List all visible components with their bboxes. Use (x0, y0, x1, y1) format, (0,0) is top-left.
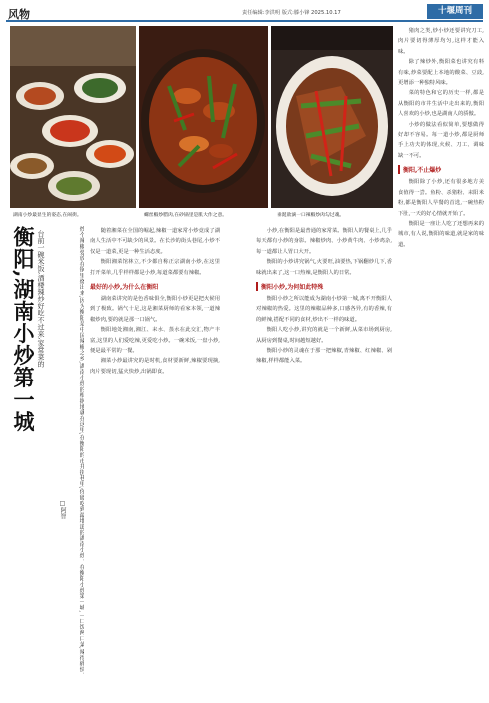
photo-caption-3: 垂涎欲滴一口辣椒炒肉勾过魂。 (277, 213, 345, 218)
body-paragraph: 衡阳地处湘南,湘江、耒水、蒸水在此交汇,物产丰富,这里的人们爱吃辣,更爱吃小炒。一碗米饭,一盘小炒,便是最平常的一餐。 (90, 327, 220, 355)
body-paragraph: 湖南菜讲究的是色香味俱全,衡阳小炒更是把火候用到了极致。锅气十足,这是湘菜厨师的看家本领,一道辣椒炒肉,要的就是那一口锅气。 (90, 296, 220, 323)
body-paragraph: 衡阳湘菜馆林立,不少都自称正宗湖南小炒,在这里打开菜单,几乎样样都是小炒,每道菜都要有辣椒。 (90, 259, 220, 276)
body-paragraph: 除了辣炒外,衡阳菜也讲究有料有味,炒菜要配上本地的酸菜、豆豉,更增添一种独特风味。 (398, 59, 484, 87)
body-paragraph: 衡阳小炒的灵魂在于那一把辣椒,青辣椒、红辣椒、剁辣椒,样样都能入菜。 (256, 348, 392, 365)
body-paragraph: 衡阳的小炒讲究锅气,火要旺,油要热,下锅翻炒几下,香味就出来了,这一口热辣,是衡阳人的日常。 (256, 259, 392, 276)
article-lead: 炒个辣椒要放在锅里烧出来,因为衡阳是中国辣椒之乡,湖南小炒的根据地就在这里,在衡阳的市井街巷里,你能吃到最地道的湖南小炒。在衡阳小炒第一城,一口饭两口菜,辣得痛快。 (78, 226, 84, 678)
stir-fry-pot-photo (139, 26, 268, 208)
section-name: 风物 (8, 8, 30, 21)
article-author: □阿智 (59, 500, 66, 519)
chili-pork-dish-photo (271, 26, 393, 208)
photo-caption-1: 湖南小炒最显生的姿态,在闹街。 (13, 213, 82, 218)
body-paragraph: 衡阳除了小炒,还有很多地方美食值得一尝。鱼粉、杀猪粉、耒阳米粉,都是衡阳人早餐的首选,一碗热粉下肚,一天的好心情就开始了。 (398, 179, 484, 217)
body-paragraph: 衡阳是一座让人吃了还想再来的城市,有人说,衡阳的味道,就是家的味道。 (398, 220, 484, 248)
body-paragraph: 湘菜小炒最讲究的是时机,食材要新鲜,辣椒要现摘,肉片要现切,猛火快炒,出锅即食。 (90, 358, 220, 375)
body-paragraph: 小炒的做法看似简单,要想做得好却不容易。每一道小炒,都是厨师手上功夫的体现,火候、刀工、调味缺一不可。 (398, 121, 484, 159)
restaurant-table-photo (10, 26, 136, 208)
body-paragraph: 小炒,在衡阳是最普通的家常菜。衡阳人的餐桌上,几乎每天都有小炒的身影。辣椒炒肉、小炒黄牛肉、小炒鸡杂,每一道都让人胃口大开。 (256, 228, 392, 255)
section-heading-3: 衡阳,不止爆炒 (398, 165, 484, 174)
newspaper-badge: 十堰周刊 (427, 4, 483, 19)
editor-meta: 责任编辑:李洪明 版式:滕小锋 2025.10.17 (242, 10, 341, 16)
section-heading-2: 衡阳小炒,为何如此特殊 (256, 282, 392, 291)
article-subtitle: 台前一碗米饭,酒楼辣炒好吃不过来,家常菜的 (37, 230, 45, 368)
body-paragraph: 衡阳小炒之所以能成为湖南小炒第一城,离不开衡阳人对辣椒的热爱。这里的辣椒品种多,口感各异,有的香辣,有的鲜辣,搭配不同的食材,炒出不一样的味道。 (256, 296, 392, 323)
photo-caption-2: 螺丝椒炒腊肉,在砂锅里是肌大作之意。 (144, 213, 228, 218)
body-paragraph: 菜的特色和它的历史一样,都是从衡阳的市井生活中走出来的,衡阳人喜欢的小炒,也是湖南人的骄傲。 (398, 90, 484, 118)
article-title: 衡阳,湖南小炒第一城 (11, 226, 36, 433)
body-column-2 (256, 226, 392, 696)
body-paragraph: 猪肉之类,炒小炒还要讲究刀工,肉片要切得薄厚均匀,这样才能入味。 (398, 28, 484, 55)
body-column-1 (90, 226, 220, 696)
body-paragraph: 衡阳人吃小炒,讲究的就是一个新鲜,从菜市场到厨房,从厨房到餐桌,时间越短越好。 (256, 327, 392, 344)
section-heading-1: 最好的小炒,为什么在衡阳 (90, 284, 159, 292)
body-column-3 (398, 26, 484, 696)
body-paragraph: 随着湘菜在全国的崛起,辣椒一道家常小炒竟成了湖南人生活中不可缺少的风景。在长沙的街头巷尾,小炒不仅是一道菜,更是一种生活态度。 (90, 228, 220, 255)
page-header (6, 4, 483, 22)
